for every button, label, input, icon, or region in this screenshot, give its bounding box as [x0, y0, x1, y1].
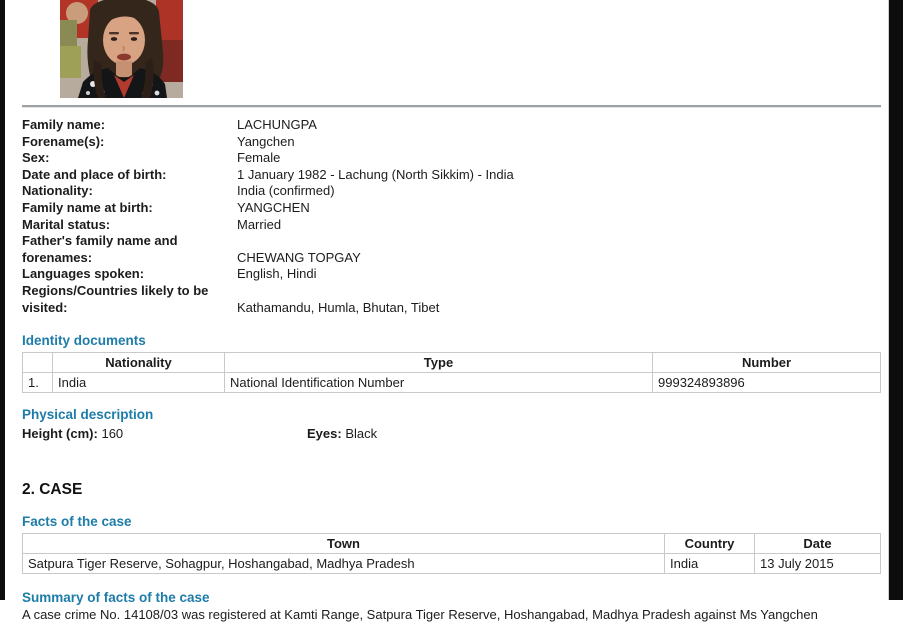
- field-value: 1 January 1982 - Lachung (North Sikkim) - India: [237, 166, 514, 182]
- field-row-birth: [22, 167, 881, 184]
- page-left-border: [0, 0, 5, 600]
- field-row-father: [22, 233, 881, 266]
- field-label: Date and place of birth:: [22, 166, 167, 182]
- field-row-regions: [22, 283, 881, 316]
- field-row-nationality: [22, 183, 881, 200]
- cell-town: Satpura Tiger Reserve, Sohagpur, Hoshangabad, Madhya Pradesh: [23, 554, 665, 574]
- summary-heading: Summary of facts of the case: [22, 590, 210, 606]
- identity-documents-table: [22, 352, 881, 393]
- eyes-value: Black: [345, 426, 378, 442]
- physical-description-heading: Physical description: [22, 407, 154, 423]
- table-row: [23, 554, 881, 574]
- height-value: 160: [101, 426, 124, 442]
- summary-text: A case crime No. 14108/03 was registered at Kamti Range, Satpura Tiger Reserve, Hoshangabad, Madhya Pradesh against Ms Yangchen: [22, 607, 818, 623]
- page-right-border: [888, 0, 903, 600]
- field-label: Nationality:: [22, 183, 93, 199]
- field-label: Marital status:: [22, 216, 111, 232]
- height-field: [22, 425, 307, 442]
- field-row-name-at-birth: [22, 200, 881, 217]
- identity-documents-heading: Identity documents: [22, 333, 146, 349]
- height-label: Height (cm):: [22, 426, 98, 442]
- field-label: Family name at birth:: [22, 199, 153, 215]
- identity-fields: [22, 117, 881, 316]
- field-label: Sex:: [22, 150, 50, 166]
- cell-date: 13 July 2015: [755, 554, 881, 574]
- notice-document: [22, 0, 881, 624]
- field-label: Regions/Countries likely to be visited:: [22, 282, 209, 315]
- field-value: Yangchen: [237, 133, 295, 149]
- field-label: Father's family name and forenames:: [22, 233, 178, 265]
- field-value: LACHUNGPA: [237, 117, 317, 132]
- field-value: Kathamandu, Humla, Bhutan, Tibet: [237, 299, 440, 315]
- table-header-row: [23, 534, 881, 554]
- field-value: India (confirmed): [237, 183, 335, 199]
- case-section-title: 2. CASE: [22, 481, 83, 499]
- col-header-country: Country: [665, 534, 755, 554]
- subject-photo: [60, 0, 183, 98]
- field-row-forenames: [22, 134, 881, 151]
- cell-nationality: India: [53, 373, 225, 393]
- eyes-label: Eyes:: [307, 426, 342, 442]
- cell-number: 999324893896: [653, 373, 881, 393]
- facts-heading: Facts of the case: [22, 514, 132, 530]
- field-value: CHEWANG TOPGAY: [237, 249, 361, 265]
- col-header-index: [23, 353, 53, 373]
- field-value: English, Hindi: [237, 266, 317, 282]
- eyes-field: [307, 425, 377, 442]
- table-row: [23, 373, 881, 393]
- field-row-languages: [22, 266, 881, 283]
- field-value: Married: [237, 216, 282, 232]
- photo-divider: [22, 105, 881, 108]
- field-label: Forename(s):: [22, 133, 105, 149]
- col-header-number: Number: [653, 353, 881, 373]
- col-header-date: Date: [755, 534, 881, 554]
- facts-table: [22, 533, 881, 574]
- field-value: Female: [237, 150, 281, 166]
- field-row-sex: [22, 150, 881, 167]
- cell-country: India: [665, 554, 755, 574]
- field-label: Languages spoken:: [22, 266, 145, 282]
- cell-type: National Identification Number: [225, 373, 653, 393]
- col-header-nationality: Nationality: [53, 353, 225, 373]
- field-label: Family name:: [22, 117, 106, 132]
- physical-description-line: [22, 425, 881, 442]
- table-header-row: [23, 353, 881, 373]
- col-header-town: Town: [23, 534, 665, 554]
- field-row-family-name: [22, 117, 881, 134]
- subject-photo-image: [60, 0, 183, 98]
- field-row-marital-status: [22, 217, 881, 234]
- col-header-type: Type: [225, 353, 653, 373]
- field-value: YANGCHEN: [237, 199, 310, 215]
- cell-index: 1.: [23, 373, 53, 393]
